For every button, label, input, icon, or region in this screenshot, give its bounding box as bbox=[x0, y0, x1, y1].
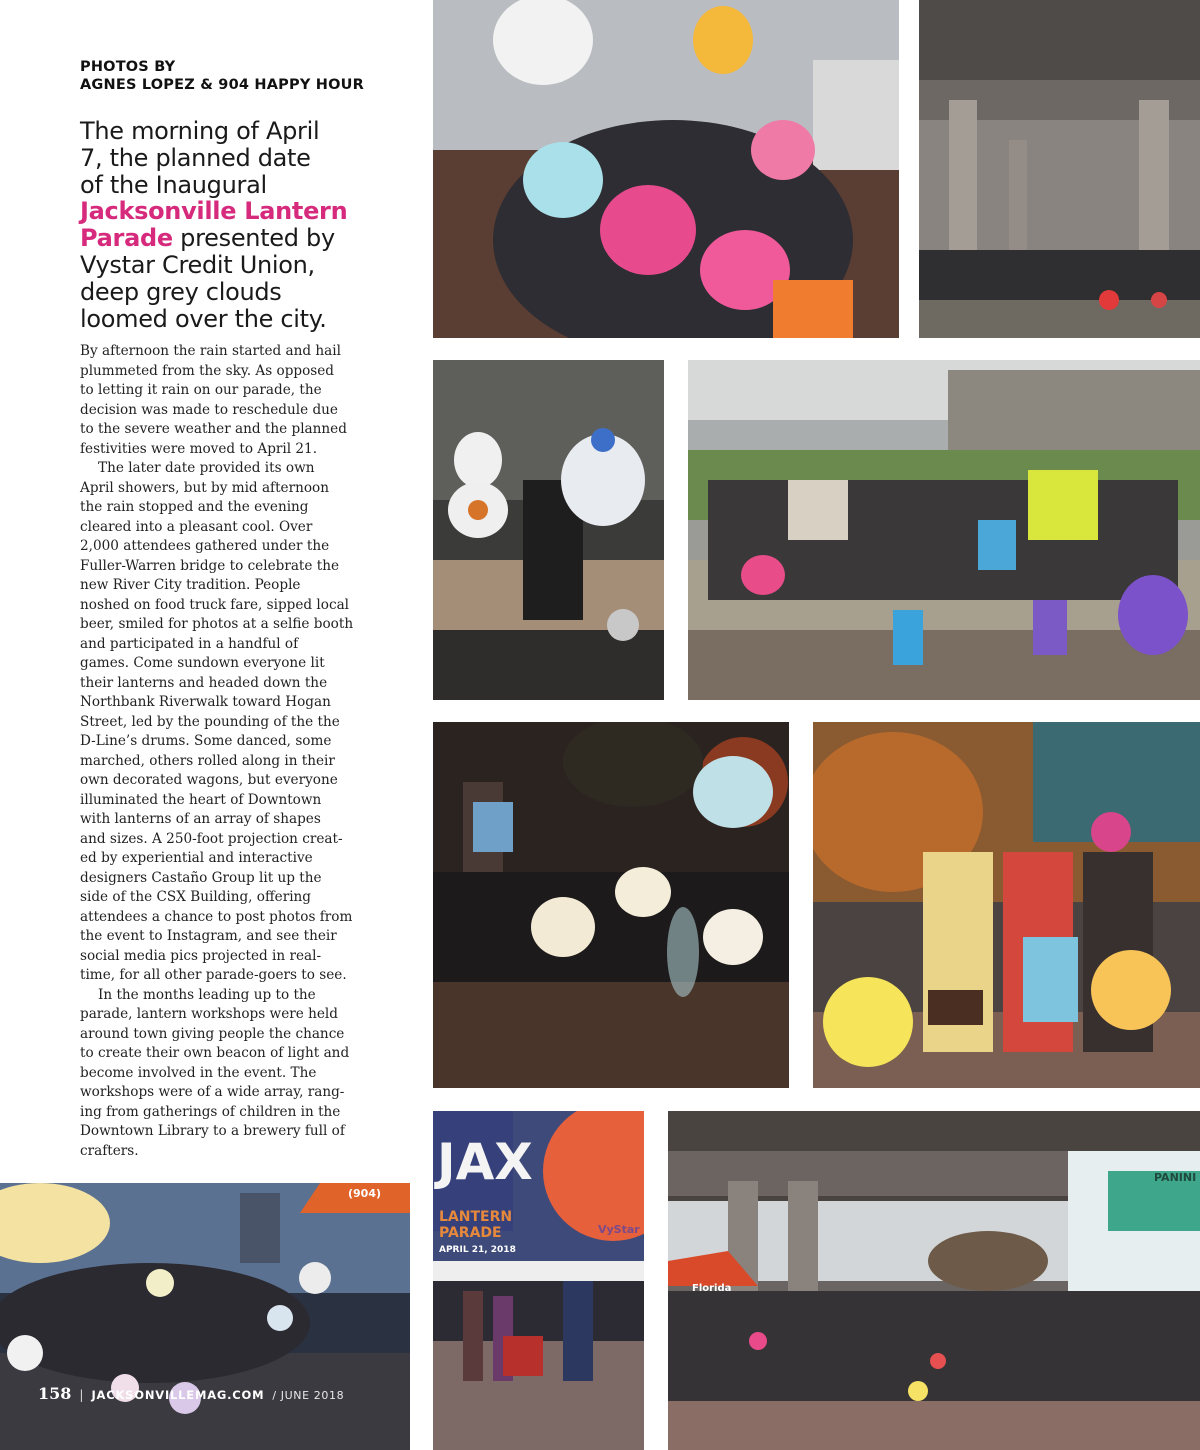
body-line: designers Castaño Group lit up the bbox=[80, 869, 322, 886]
tent-sign-text: (904) bbox=[348, 1187, 382, 1200]
body-line: marched, others rolled along in their bbox=[80, 752, 335, 769]
lede-line: Vystar Credit Union, bbox=[80, 250, 315, 279]
footer-site[interactable]: JACKSONVILLEMAG.COM bbox=[91, 1388, 265, 1402]
body-line: attendees a chance to post photos from bbox=[80, 908, 353, 925]
truck-panini-text: PANINI bbox=[1154, 1171, 1197, 1184]
photo-parade-walkers bbox=[0, 1183, 410, 1450]
body-line: around town giving people the chance bbox=[80, 1025, 345, 1042]
lede-highlight: Jacksonville Lantern bbox=[80, 197, 348, 226]
body-line: 2,000 attendees gathered under the bbox=[80, 538, 330, 554]
photo-family-lanterns bbox=[433, 0, 899, 338]
sign-date: APRIL 21, 2018 bbox=[439, 1245, 516, 1255]
body-line: By afternoon the rain started and hail bbox=[80, 343, 341, 359]
photo-man-lanterns bbox=[433, 360, 664, 700]
footer-slash: / bbox=[272, 1389, 277, 1402]
lede-line: The morning of April bbox=[80, 117, 320, 145]
footer-date bbox=[272, 1389, 344, 1402]
lede-line: of the Inaugural bbox=[80, 170, 267, 199]
sign-lantern: LANTERN bbox=[439, 1209, 513, 1225]
body-line: side of the CSX Building, offering bbox=[80, 889, 312, 905]
body-line: decision was made to reschedule due bbox=[80, 401, 338, 418]
lede-highlight: Parade bbox=[80, 224, 173, 253]
body-line: festivities were moved to April 21. bbox=[80, 440, 318, 457]
body-line: illuminated the heart of Downtown bbox=[80, 791, 322, 808]
body-line: crafters. bbox=[80, 1142, 139, 1159]
body-line: social media pics projected in real- bbox=[80, 947, 322, 964]
sign-jax: JAX bbox=[437, 1133, 533, 1191]
lede-line: deep grey clouds bbox=[80, 277, 282, 306]
tent-florida-text: Florida bbox=[692, 1283, 732, 1294]
body-line: Fuller-Warren bridge to celebrate the bbox=[80, 557, 340, 574]
body-line: to create their own beacon of light and bbox=[80, 1045, 350, 1061]
body-line: the rain stopped and the evening bbox=[80, 499, 309, 515]
photo-three-women bbox=[813, 722, 1200, 1088]
body-line: Northbank Riverwalk toward Hogan bbox=[80, 694, 331, 710]
body-line: parade, lantern workshops were held bbox=[80, 1006, 338, 1022]
body-line: to the severe weather and the planned bbox=[80, 421, 347, 437]
photo-jax-sign bbox=[433, 1111, 644, 1450]
lede-line-mixed bbox=[80, 225, 380, 252]
body-line: time, for all other parade-goers to see. bbox=[80, 967, 347, 983]
body-line: games. Come sundown everyone lit bbox=[80, 655, 325, 671]
body-line: and sizes. A 250-foot projection creat- bbox=[80, 830, 343, 847]
body-line: ing from gatherings of children in the bbox=[80, 1103, 341, 1120]
body-line: with lanterns of an array of shapes bbox=[80, 811, 321, 827]
lede-paragraph bbox=[80, 118, 380, 332]
photo-night-lanterns bbox=[433, 722, 789, 1088]
body-line: The later date provided its own bbox=[98, 460, 315, 476]
body-line: Downtown Library to a brewery full of bbox=[80, 1123, 345, 1139]
body-line: their lanterns and headed down the bbox=[80, 674, 328, 691]
footer-issue-date: JUNE 2018 bbox=[280, 1389, 345, 1402]
body-line: In the months leading up to the bbox=[98, 986, 316, 1003]
body-line: D-Line’s drums. Some danced, some bbox=[80, 733, 332, 749]
photo-bridge-crowd bbox=[919, 0, 1200, 338]
body-line: workshops were of a wide array, rang- bbox=[80, 1084, 345, 1100]
body-line: become involved in the event. The bbox=[80, 1064, 317, 1081]
photo-credit bbox=[80, 58, 420, 94]
lede-line-rest: presented by bbox=[172, 224, 335, 253]
photo-credit-line1: PHOTOS BY bbox=[80, 59, 176, 75]
article-body bbox=[80, 342, 370, 1161]
sign-parade: PARADE bbox=[439, 1225, 502, 1241]
body-line: Street, led by the pounding of the the bbox=[80, 713, 340, 730]
body-line: beer, smiled for photos at a selfie booth bbox=[80, 616, 354, 632]
body-line: ed by experiential and interactive bbox=[80, 850, 313, 866]
lede-line: loomed over the city. bbox=[80, 304, 327, 333]
body-line: cleared into a pleasant cool. Over bbox=[80, 518, 313, 535]
sign-sponsor: VyStar bbox=[598, 1223, 640, 1236]
body-line: own decorated wagons, but everyone bbox=[80, 772, 338, 788]
footer-separator: | bbox=[79, 1388, 84, 1402]
body-line: new River City tradition. People bbox=[80, 577, 301, 593]
body-line: noshed on food truck fare, sipped local bbox=[80, 596, 350, 613]
body-line: April showers, but by mid afternoon bbox=[80, 479, 329, 496]
body-line: and participated in a handful of bbox=[80, 635, 299, 652]
photo-food-trucks bbox=[668, 1111, 1200, 1450]
photo-group-wall bbox=[688, 360, 1200, 700]
lede-line: 7, the planned date bbox=[80, 143, 311, 172]
body-line: to letting it rain on our parade, the bbox=[80, 382, 322, 398]
photo-credit-line2: AGNES LOPEZ & 904 HAPPY HOUR bbox=[80, 77, 364, 93]
body-line: the event to Instagram, and see their bbox=[80, 928, 337, 944]
body-line: plummeted from the sky. As opposed bbox=[80, 362, 335, 379]
page-number: 158 bbox=[38, 1384, 72, 1403]
page-footer bbox=[38, 1384, 344, 1406]
